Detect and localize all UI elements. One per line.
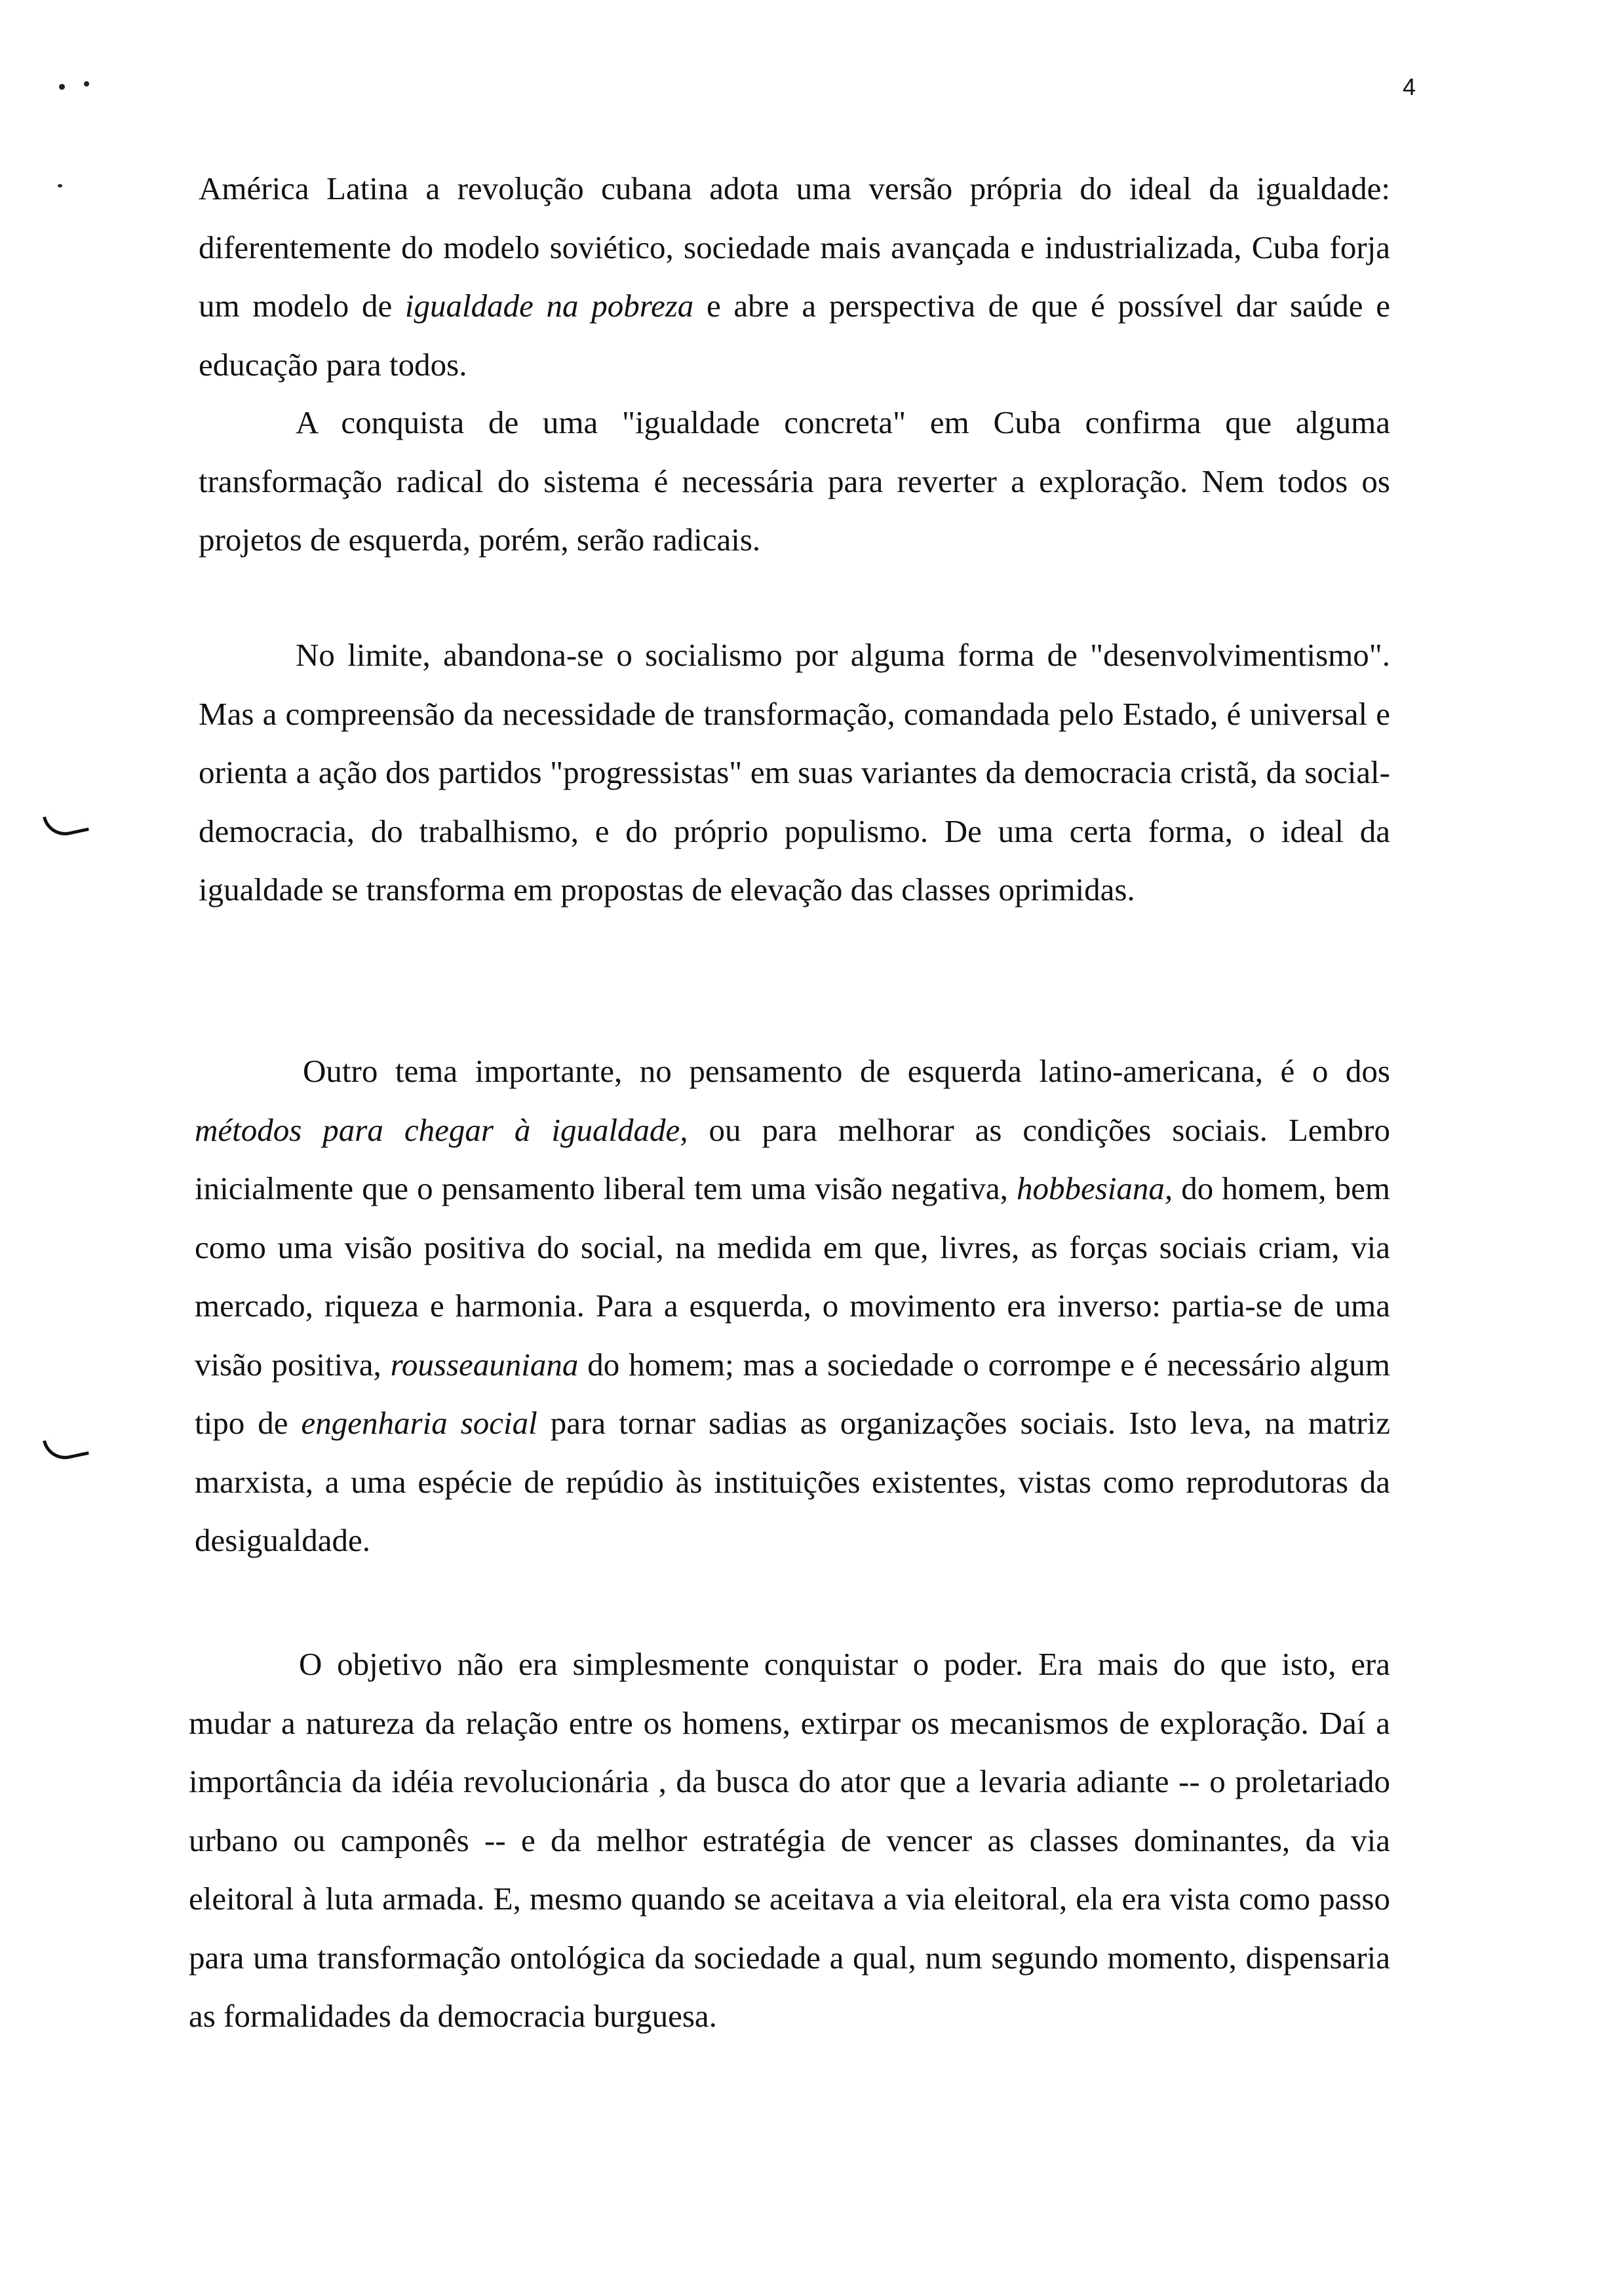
paragraph-text: No limite, abandona-se o socialismo por alguma forma de "desenvolvimentismo". Mas a compreensão da necessidade de transformação, comandada pelo Estado, é universal e orienta a ação dos partidos "progressistas" em suas variantes da democracia cristã, da social-democracia, do trabalhismo, e do próprio populismo. De uma certa forma, o ideal da igualdade se transforma em propostas de elevação das classes oprimidas. (199, 637, 1390, 908)
paragraph-text: Outro tema importante, no pensamento de esquerda latino-americana, é o dos (303, 1053, 1390, 1089)
paragraph-2 (199, 393, 1390, 569)
paragraph-text: e abre a perspectiva de que é possível dar saúde e educação para todos. (199, 288, 1390, 383)
page-number: 4 (1403, 73, 1416, 100)
paragraph-text: do homem, bem como uma visão positiva do social, na medida em que, livres, as forças sociais criam, via mercado, riqueza e harmonia. Para a esquerda, o movimento era inverso: partia-se de uma visão positiva, (195, 1170, 1390, 1383)
paragraph-5 (189, 1635, 1390, 2046)
paragraph-text: para tornar sadias as organizações sociais. Isto leva, na matriz marxista, a uma espécie de repúdio às instituições existentes, vistas como reprodutoras da desigualdade. (195, 1405, 1390, 1558)
paragraph-text: O objetivo não era simplesmente conquistar o poder. Era mais do que isto, era mudar a natureza da relação entre os homens, extirpar os mecanismos de exploração. Daí a importância da idéia revolucionária , da busca do ator que a levaria adiante -- o proletariado urbano ou camponês -- e da melhor estratégia de vencer as classes dominantes, da via eleitoral à luta armada. E, mesmo quando se aceitava a via eleitoral, ela era vista como passo para uma transformação ontológica da sociedade a qual, num segundo momento, dispensaria as formalidades da democracia burguesa. (189, 1646, 1390, 2034)
italic-text: igualdade na pobreza (404, 288, 694, 324)
paragraph-3 (199, 626, 1390, 919)
scan-speck (84, 81, 89, 86)
italic-text: engenharia social (301, 1405, 537, 1441)
italic-text: hobbesiana, (1016, 1170, 1173, 1206)
paragraph-text: ou para melhorar as condições sociais. Lembro inicialmente que o pensamento liberal tem uma visão negativa, (195, 1111, 1390, 1206)
margin-check-mark (43, 809, 89, 840)
italic-text: rousseauniana (390, 1346, 579, 1383)
italic-text: métodos para chegar à igualdade, (195, 1111, 688, 1148)
margin-check-mark (43, 1432, 89, 1464)
paragraph-text: do homem; mas a sociedade o corrompe e é necessário algum tipo de (195, 1346, 1390, 1441)
paragraph-1 (199, 159, 1390, 394)
paragraph-text: A conquista de uma "igualdade concreta" em Cuba confirma que alguma transformação radical do sistema é necessária para reverter a exploração. Nem todos os projetos de esquerda, porém, serão radicais. (199, 404, 1390, 558)
paragraph-4 (195, 1042, 1390, 1570)
scan-speck (58, 184, 62, 187)
paragraph-text: América Latina a revolução cubana adota uma versão própria do ideal da igualdade: diferentemente do modelo soviético, sociedade mais avançada e industrializada, Cuba forja um modelo de (199, 170, 1390, 324)
scan-speck (59, 84, 65, 90)
